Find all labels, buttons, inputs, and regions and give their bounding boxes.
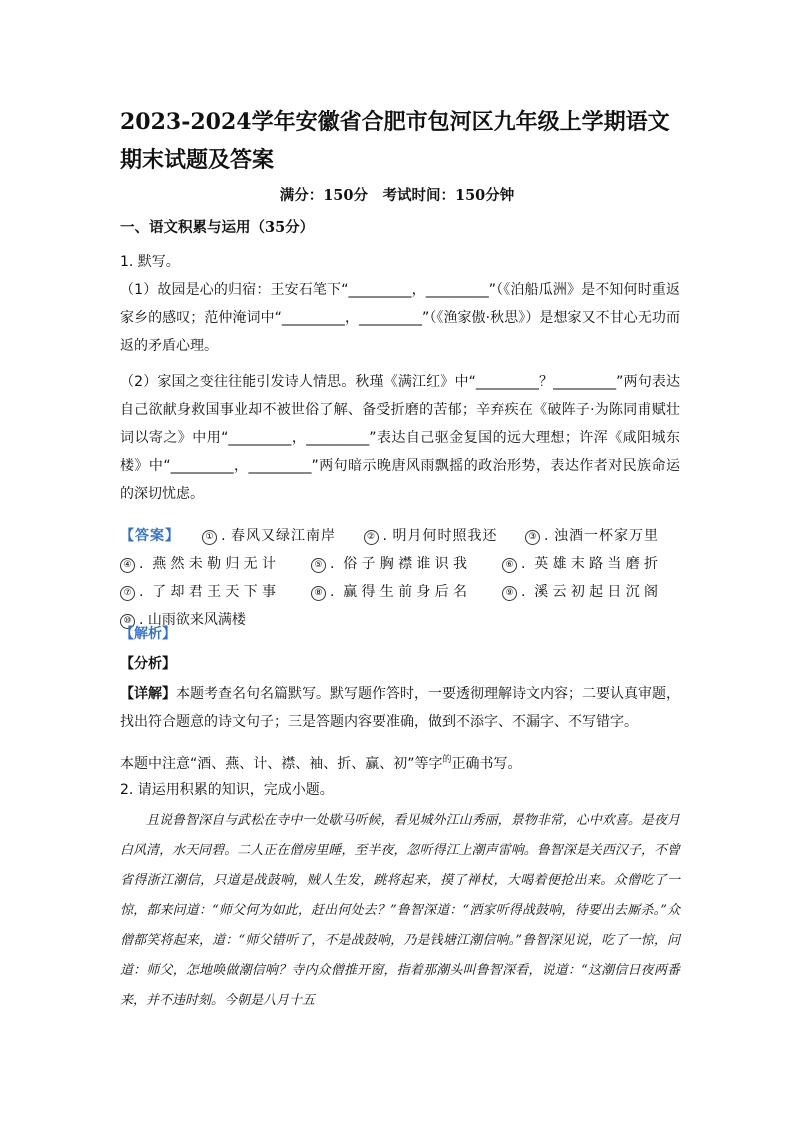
answer-text: . 了却君王天下事 xyxy=(139,584,281,600)
answer-item xyxy=(364,528,498,544)
answer-text: . 赢得生前身后名 xyxy=(330,584,472,600)
answer-item xyxy=(120,556,280,572)
answer-number: ⑧ xyxy=(311,586,326,601)
answer-text: . 英雄末路当磨折 xyxy=(521,556,658,572)
answer-item xyxy=(311,556,471,572)
answer-number: ⑨ xyxy=(502,586,517,601)
answer-number: ⑦ xyxy=(120,586,135,601)
answer-text: . 溪云初起日沉阁 xyxy=(521,584,658,600)
answer-text: . 明月何时照我还 xyxy=(382,528,498,544)
explanation xyxy=(120,680,680,736)
writing-note-end: 正确书写。 xyxy=(451,756,522,772)
answer-number: ⑤ xyxy=(311,558,326,573)
answer-number: ③ xyxy=(525,530,540,545)
answer-number: ② xyxy=(364,530,379,545)
answer-number: ⑩ xyxy=(120,614,135,629)
answer-block xyxy=(120,522,680,634)
question-1-part-2: （2）家国之变往往能引发诗人情思。秋瑾《满江红》中“_________？_________”两句表达自己欲献身救国事业却不被世俗了解、备受折磨的苦郁；辛弃疾在《破阵子·为陈同甫赋壮词以寄之》中用“_________，_________”表达自己驱金复国的远大理想；许浑《咸阳城东楼》中“_________，_________”两句暗示晚唐风雨飘摇的政治形势，表达作者对民族命运的深切忧虑。 xyxy=(120,374,680,502)
answer-label: 【答案】 xyxy=(120,528,181,544)
answer-item xyxy=(120,584,280,600)
answer-item xyxy=(311,584,471,600)
analysis-label: 【解析】 xyxy=(120,626,176,642)
question-2-heading: 2. 请运用积累的知识，完成小题。 xyxy=(120,782,334,798)
explanation-text: 本题考查名句名篇默写。默写题作答时，一要透彻理解诗文内容；二要认真审题，找出符合题意的诗文句子；三是答题内容要准确，做到不添字、不漏字、不写错字。 xyxy=(120,686,680,730)
answer-text: . 俗子胸襟谁识我 xyxy=(330,556,472,572)
answer-item xyxy=(202,528,336,544)
writing-note-superscript: 的 xyxy=(442,755,452,765)
answer-text: . 山雨欲来风满楼 xyxy=(139,612,246,628)
answer-item xyxy=(502,584,658,600)
exam-info: 满分：150分 考试时间：150分钟 xyxy=(279,187,515,204)
answer-list xyxy=(120,528,680,628)
explanation-label: 【详解】 xyxy=(120,686,176,702)
answer-number: ⑥ xyxy=(502,558,517,573)
answer-number: ① xyxy=(202,530,217,545)
answer-item xyxy=(502,556,658,572)
page-title: 2023-2024学年安徽省合肥市包河区九年级上学期语文期末试题及答案 xyxy=(120,109,670,173)
question-1-heading: 1. 默写。 xyxy=(120,254,180,270)
answer-text: . 春风又绿江南岸 xyxy=(221,528,337,544)
answer-number: ④ xyxy=(120,558,135,573)
breakdown-label: 【分析】 xyxy=(120,656,176,672)
answer-text: . 浊酒一杯家万里 xyxy=(544,528,659,544)
answer-text: . 燕然未勒归无计 xyxy=(139,556,281,572)
writing-note-text: 本题中注意“酒、燕、计、襟、袖、折、赢、初”等字 xyxy=(120,756,443,772)
question-1-part-1: （1）故园是心的归宿：王安石笔下“_________，_________”（《泊船瓜洲》是不知何时重返家乡的感叹；范仲淹词中“_________，_________”（《渔家傲·秋思》）是想家又不甘心无功而返的矛盾心理。 xyxy=(120,282,680,354)
reading-passage: 且说鲁智深自与武松在寺中一处歇马听候，看见城外江山秀丽，景物非常，心中欢喜。是夜月白风清，水天同碧。二人正在僧房里睡，至半夜，忽听得江上潮声雷响。鲁智深是关西汉子，不曾省得浙江潮信，只道是战鼓响，贼人生发，跳将起来，摸了禅杖，大喝着便抢出来。众僧吃了一惊，都来问道：“师父何为如此，赶出何处去？”鲁智深道：“洒家听得战鼓响，待要出去厮杀。”众僧都笑将起来，道：“师父错听了，不是战鼓响，乃是钱塘江潮信响。”鲁智深见说，吃了一惊，问道：师父，怎地唤做潮信响？寺内众僧推开窗，指着那潮头叫鲁智深看，说道：“这潮信日夜两番来，并不违时刻。今朝是八月十五 xyxy=(120,813,680,1008)
answer-item xyxy=(525,528,658,544)
section-heading: 一、语文积累与运用（35分） xyxy=(120,219,315,236)
writing-note xyxy=(120,746,680,778)
